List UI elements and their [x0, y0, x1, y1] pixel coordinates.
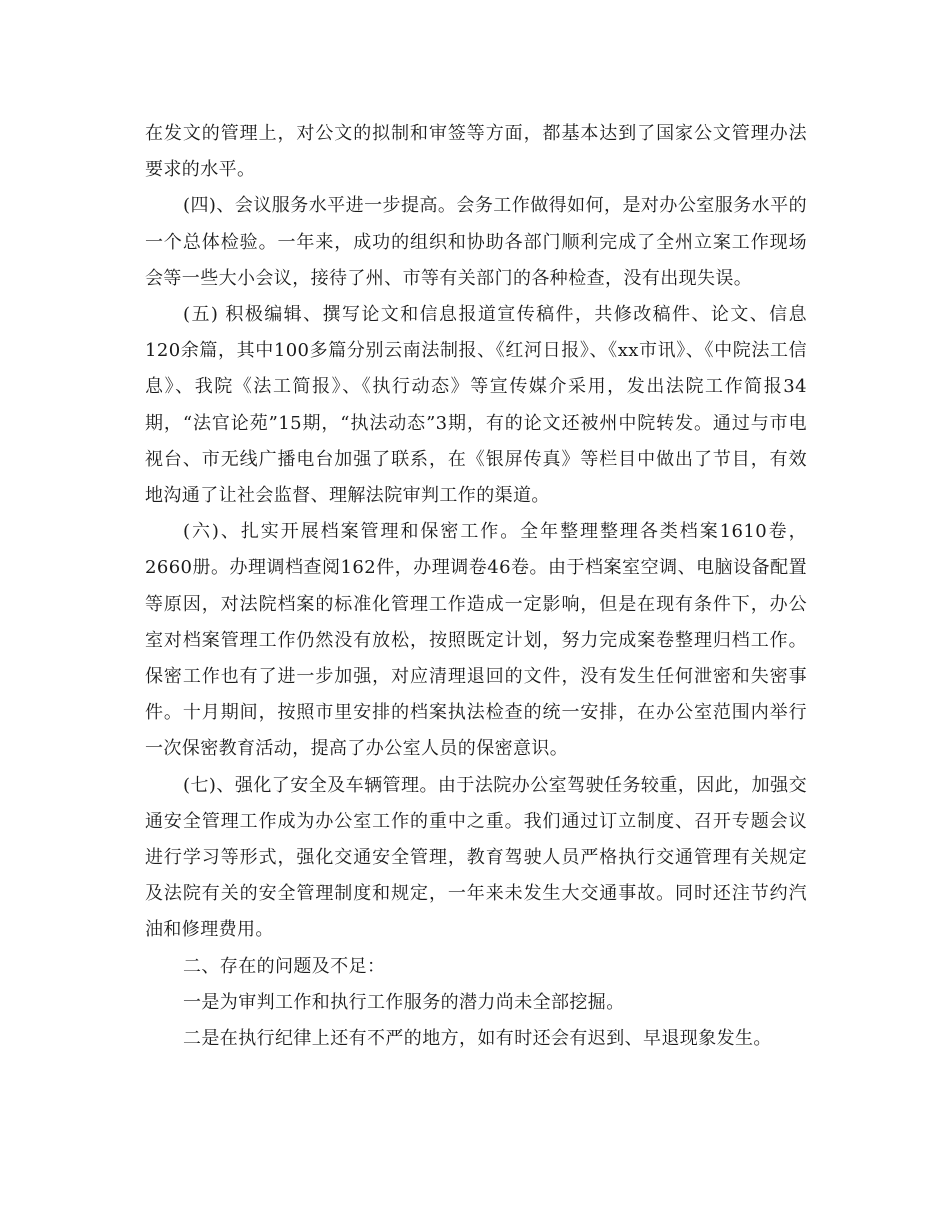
paragraph-publicity-writing: (五) 积极编辑、撰写论文和信息报道宣传稿件，共修改稿件、论文、信息120余篇，其中100多篇分别云南法制报、《红河日报》、《xx市讯》、《中院法工信息》、我院《法工简报》、《执行动态》等宣传媒介采用，发出法院工作简报34期，“法官论苑”15期，“执法动态”3期，有的论文还被州中院转发。通过与市电视台、市无线广播电台加强了联系，在《银屏传真》等栏目中做出了节目，有效地沟通了让社会监督、理解法院审判工作的渠道。: [145, 304, 807, 507]
paragraph-safety-vehicles: (七)、强化了安全及车辆管理。由于法院办公室驾驶任务较重，因此，加强交通安全管理工作成为办公室工作的重中之重。我们通过订立制度、召开专题会议进行学习等形式，强化交通安全管理，教育驾驶人员严格执行交通管理有关规定及法院有关的安全管理制度和规定，一年来未发生大交通事故。同时还注节约汽油和修理费用。: [145, 774, 807, 941]
problem-item-1: 一是为审判工作和执行工作服务的潜力尚未全部挖掘。: [183, 991, 625, 1013]
paragraph-meeting-service: (四)、会议服务水平进一步提高。会务工作做得如何，是对办公室服务水平的一个总体检验。一年来，成功的组织和协助各部门顺利完成了全州立案工作现场会等一些大小会议，接待了州、市等有关部门的各种检查，没有出现失误。: [145, 195, 807, 289]
paragraph-archives-confidentiality: (六)、扎实开展档案管理和保密工作。全年整理整理各类档案1610卷，2660册。办理调档查阅162件，办理调卷46卷。由于档案室空调、电脑设备配置等原因，对法院档案的标准化管理工作造成一定影响，但是在现有条件下，办公室对档案管理工作仍然没有放松，按照既定计划，努力完成案卷整理归档工作。保密工作也有了进一步加强，对应清理退回的文件，没有发生任何泄密和失密事件。十月期间，按照市里安排的档案执法检查的统一安排，在办公室范围内举行一次保密教育活动，提高了办公室人员的保密意识。: [145, 521, 807, 760]
section-heading-problems: 二、存在的问题及不足：: [183, 955, 386, 977]
document-body: [145, 116, 807, 1057]
problem-item-2: 二是在执行纪律上还有不严的地方，如有时还会有迟到、早退现象发生。: [183, 1028, 772, 1050]
paragraph-continuation: 在发文的管理上，对公文的拟制和审签等方面，都基本达到了国家公文管理办法要求的水平。: [145, 123, 807, 181]
